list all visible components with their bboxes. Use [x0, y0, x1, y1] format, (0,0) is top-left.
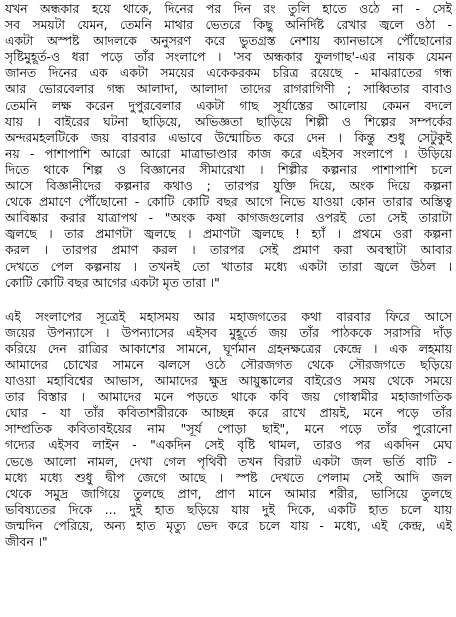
text-line: করল । তারপর প্রমাণ করল । তারপর সেই প্রমাণ করা অবস্থাটা আবার: [5, 243, 452, 258]
text-line: কোটি কোটি বছর আগের একটা মৃত তারা ।": [5, 275, 220, 290]
text-line: ভবিষ্যতের দিকে ... দুই হাত ছড়িয়ে যায় দুই দিকে, একটি হাত চলে যায়: [5, 502, 452, 517]
text-line: যায় । বাইরের ঘটনা ছাড়িয়ে, অভিজ্ঞতা ছাড়িয়ে শিল্পী ও শিল্পের সম্পর্কের: [5, 114, 452, 129]
text-line: ভেঙে আলো নামল, দেখা গেল পৃথিবী তখন বিরাট একটা জল ভর্তি বাটি -: [5, 454, 452, 469]
text-line: জানত দিনের এক একটা সময়ের একেকরকম চরিত্র রয়েছে - মাঝরাতের গন্ধ: [5, 66, 452, 81]
paragraph-spacer: [5, 291, 452, 309]
text-line: যখন অন্ধকার হয়ে থাকে, দিনের পর দিন রং তুলি হাতে ওঠে না - সেই: [5, 2, 452, 16]
text-line: মধ্যে মধ্যে শুধু দ্বীপ জেগে আছে । স্পষ্ট দেখতে পেলাম সেই আদি জল: [5, 470, 452, 485]
text-line: তার বিস্তার । আমাদের মনে পড়তে থাকে কবি জয় গোস্বামীর মহাজাগতিক: [5, 390, 452, 405]
text-line: জীবন ।": [5, 535, 48, 549]
text-line: এই সংলাপের সূত্রেই মহাসময় আর মহাজগতের কথা বারবার ফিরে আসে: [5, 309, 452, 324]
text-line: থেকে প্রমাণে পৌঁছোনো - কোটি কোটি বছর আগে নিভে যাওয়া কোন তারার অস্তিত্ব: [5, 195, 452, 210]
text-line: জয়ের উপন্যাসে । উপন্যাসের এইসব মুহূর্তে জয় তাঁর পাঠককে সরাসরি দাঁড়: [5, 325, 452, 340]
text-line: আবিষ্কার করার যাত্রাপথ - "অংক কষা কাগজগুলোর ওপরই তো সেই তারাটা: [5, 211, 452, 226]
text-line: সৃষ্টিমুহূর্ত-ও ধরা পড়ে তাঁর সংলাপে । 'সব অন্ধকার ফুলগাছ'-এর নায়ক যেমন: [5, 50, 452, 65]
paragraph-2: [5, 309, 452, 550]
text-line: অন্দরমহলটিকে জয় বারবার এভাবে উন্মোচিত করে দেন । কিন্তু শুধু সেটুকুই: [5, 130, 452, 145]
text-line: আমাদের চোখের সামনে ঝলসে ওঠে সৌরজগত থেকে সৌরজগতে ছড়িয়ে: [5, 357, 452, 372]
text-line: তেমনি লক্ষ করেন দুপুরবেলার একটা গাছ সূর্যাস্তের আলোয় কেমন বদলে: [5, 98, 452, 113]
text-line: সাম্প্রতিক কবিতাবইয়ের নাম "সূর্য পোড়া ছাই", মনে পড়ে তাঁর পুরোনো: [5, 422, 452, 437]
text-line: জ্বলছে । তার প্রমাণটা জ্বলছে । প্রমাণটা জ্বলছে ! হ্যাঁ । প্রথমে ওরা কল্পনা: [5, 227, 452, 242]
text-line: দেখতে পেল কল্পনায় । তখনই তো খাতার মধ্যে একটা তারা জ্বলে উঠল ।: [5, 259, 452, 274]
text-line: থেকে সমুদ্র জাগিয়ে তুলছে প্রাণ, প্রাণ মানে আমার শরীর, ভাসিয়ে তুলছে: [5, 486, 452, 501]
text-line: জন্মদিন পেরিয়ে, অন্য হাত মৃত্যু ভেদ করে চলে যায় - মধ্যে, এই কেন্দ্র, এই: [5, 518, 452, 533]
text-line: করিয়ে দেন রাত্রির আকাশের সামনে, ঘূর্ণমান গ্রহনক্ষত্রের কেন্দ্রে । এক লহমায়: [5, 341, 452, 356]
text-line: নয় - পাশাপাশি আরো আরো মাত্রাভাণ্ডার কাজ করে এইসব সংলাপে । উড়িয়ে: [5, 146, 452, 161]
text-line: একটা অস্পষ্ট আদলকে অনুসরণ করে ভুতগ্রস্ত নেশায় ক্যানভাসে পৌঁছোনোর: [5, 34, 452, 49]
text-line: দিতে থাকে শিল্প ও বিজ্ঞানের সীমারেখা । শিল্পীর কল্পনার পাশাপাশি চলে: [5, 162, 452, 177]
text-line: গদ্যের এইসব লাইন - "একদিন সেই বৃষ্টি থামল, তারও পর একদিন মেঘ: [5, 438, 452, 453]
text-line: ঘোর - যা তাঁর কবিতাশরীরকে আচ্ছন্ন করে রাখে প্রায়ই, মনে পড়ে তাঁর: [5, 406, 452, 421]
text-line: আসে বিজ্ঞানীদের কল্পনার কথাও ; তারপর যুক্তি দিয়ে, অংক দিয়ে কল্পনা: [5, 179, 452, 194]
text-line: আর ভোরবেলার গন্ধ আলাদা, আলাদা তাদের রাগরাগিণী ; সাধ্বিতার বাবাও: [5, 82, 452, 97]
paragraph-1: [5, 1, 452, 291]
text-line: সব সময়টা যেমন, তেমনি মাথার ভেতরে কিছু অনির্দিষ্ট রেখার জ্বলে ওঠা -: [5, 18, 452, 33]
text-line: যাওয়া মহাবিশ্বের আভাস, আমাদের ক্ষুদ্র আয়ুষ্কালের বাইরেও সময় থেকে সময়ে: [5, 374, 452, 389]
